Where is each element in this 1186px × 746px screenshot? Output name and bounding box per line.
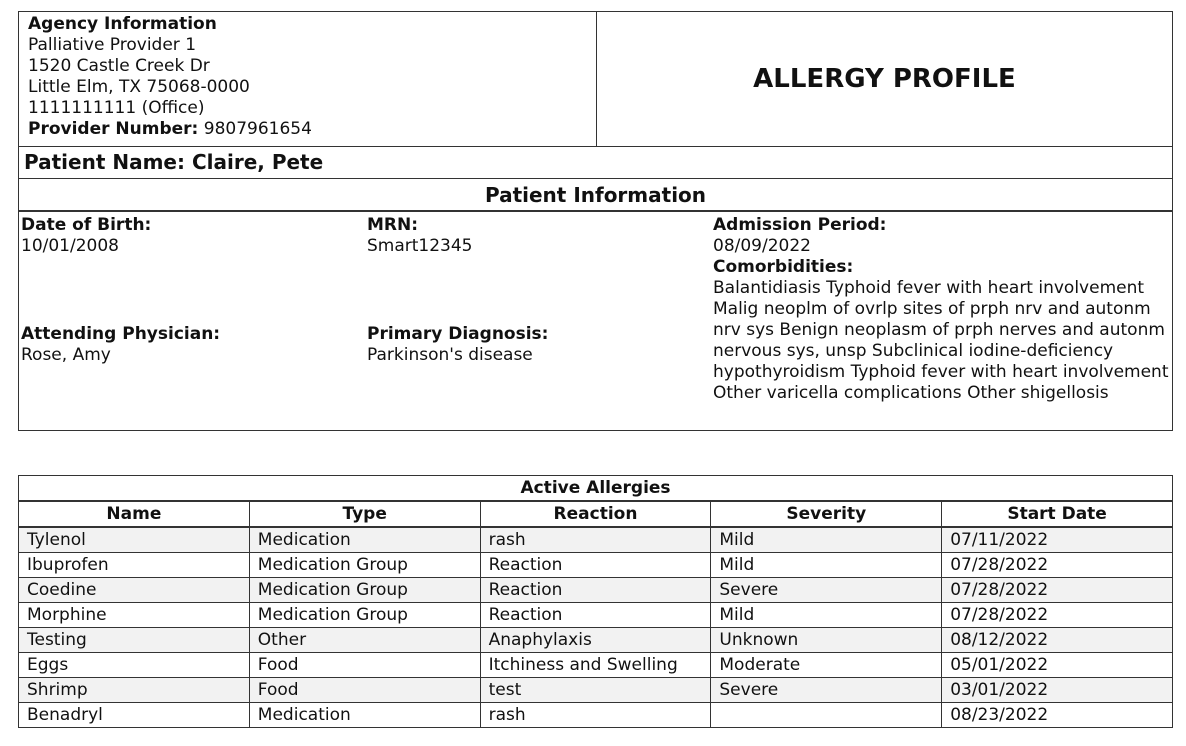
table-cell: Severe <box>711 678 942 703</box>
table-cell: Medication <box>249 703 480 728</box>
table-cell: Shrimp <box>19 678 250 703</box>
table-cell: 08/23/2022 <box>942 703 1173 728</box>
column-header: Start Date <box>942 501 1173 527</box>
patient-info-heading: Patient Information <box>18 178 1173 212</box>
table-cell: Testing <box>19 628 250 653</box>
table-row <box>19 653 1173 678</box>
table-cell: Reaction <box>480 578 711 603</box>
physician-label: Attending Physician: <box>21 324 221 344</box>
table-cell: Anaphylaxis <box>480 628 711 653</box>
table-cell: 07/28/2022 <box>942 553 1173 578</box>
patient-information <box>18 211 1173 431</box>
table-row <box>19 703 1173 728</box>
table-cell: Unknown <box>711 628 942 653</box>
header <box>18 11 1173 147</box>
table-cell: 05/01/2022 <box>942 653 1173 678</box>
table-title: Active Allergies <box>19 476 1173 502</box>
table-row <box>19 603 1173 628</box>
column-header: Reaction <box>480 501 711 527</box>
comorbidities: Balantidiasis Typhoid fever with heart involvement Malig neoplm of ovrlp sites of prph nrv and autonm nrv sys Benign neoplasm of prph nerves and autonm nervous sys, unsp Subclinical iodine-deficiency hypothyroidism Typhoid fever with heart involvement Other varicella complications Other shigellosis <box>713 278 1169 403</box>
table-cell: Benadryl <box>19 703 250 728</box>
table-cell: Tylenol <box>19 527 250 553</box>
table-cell: Morphine <box>19 603 250 628</box>
table-cell: Medication Group <box>249 553 480 578</box>
table-cell: Mild <box>711 527 942 553</box>
table-cell: Food <box>249 678 480 703</box>
table-cell: 07/28/2022 <box>942 578 1173 603</box>
table-row <box>19 628 1173 653</box>
dob: 10/01/2008 <box>21 236 119 256</box>
dob-label: Date of Birth: <box>21 215 152 235</box>
table-cell: Severe <box>711 578 942 603</box>
column-header: Severity <box>711 501 942 527</box>
table-row <box>19 578 1173 603</box>
table-cell: 03/01/2022 <box>942 678 1173 703</box>
column-header: Name <box>19 501 250 527</box>
physician: Rose, Amy <box>21 345 111 365</box>
table-cell <box>711 703 942 728</box>
page-title: ALLERGY PROFILE <box>753 64 1016 94</box>
active-allergies-table <box>18 475 1173 728</box>
provider-label: Provider Number: <box>28 119 199 139</box>
table-row <box>19 553 1173 578</box>
agency-address1: 1520 Castle Creek Dr <box>28 56 210 76</box>
admission-label: Admission Period: <box>713 215 887 235</box>
table-cell: rash <box>480 703 711 728</box>
table-cell: 07/11/2022 <box>942 527 1173 553</box>
table-row <box>19 678 1173 703</box>
table-cell: 07/28/2022 <box>942 603 1173 628</box>
agency-information <box>19 12 597 146</box>
patient-name: Patient Name: Claire, Pete <box>18 146 1173 179</box>
table-cell: test <box>480 678 711 703</box>
table-cell: Mild <box>711 553 942 578</box>
table-cell: Food <box>249 653 480 678</box>
table-cell: Ibuprofen <box>19 553 250 578</box>
table-cell: Medication Group <box>249 578 480 603</box>
table-cell: Reaction <box>480 603 711 628</box>
comorbidities-label: Comorbidities: <box>713 257 854 277</box>
diagnosis: Parkinson's disease <box>367 345 533 365</box>
provider-number: 9807961654 <box>203 119 312 139</box>
table-cell: Medication Group <box>249 603 480 628</box>
table-cell: Itchiness and Swelling <box>480 653 711 678</box>
table-cell: Coedine <box>19 578 250 603</box>
table-cell: Reaction <box>480 553 711 578</box>
diagnosis-label: Primary Diagnosis: <box>367 324 549 344</box>
table-cell: Moderate <box>711 653 942 678</box>
table-cell: Medication <box>249 527 480 553</box>
agency-name: Palliative Provider 1 <box>28 35 197 55</box>
mrn: Smart12345 <box>367 236 473 256</box>
table-cell: rash <box>480 527 711 553</box>
agency-address2: Little Elm, TX 75068-0000 <box>28 77 250 97</box>
agency-phone: 1111111111 (Office) <box>28 98 205 118</box>
column-header: Type <box>249 501 480 527</box>
table-cell: Eggs <box>19 653 250 678</box>
admission-period: 08/09/2022 <box>713 236 811 256</box>
table-row <box>19 527 1173 553</box>
agency-heading: Agency Information <box>28 14 217 34</box>
table-cell: Mild <box>711 603 942 628</box>
table-cell: 08/12/2022 <box>942 628 1173 653</box>
table-cell: Other <box>249 628 480 653</box>
mrn-label: MRN: <box>367 215 419 235</box>
